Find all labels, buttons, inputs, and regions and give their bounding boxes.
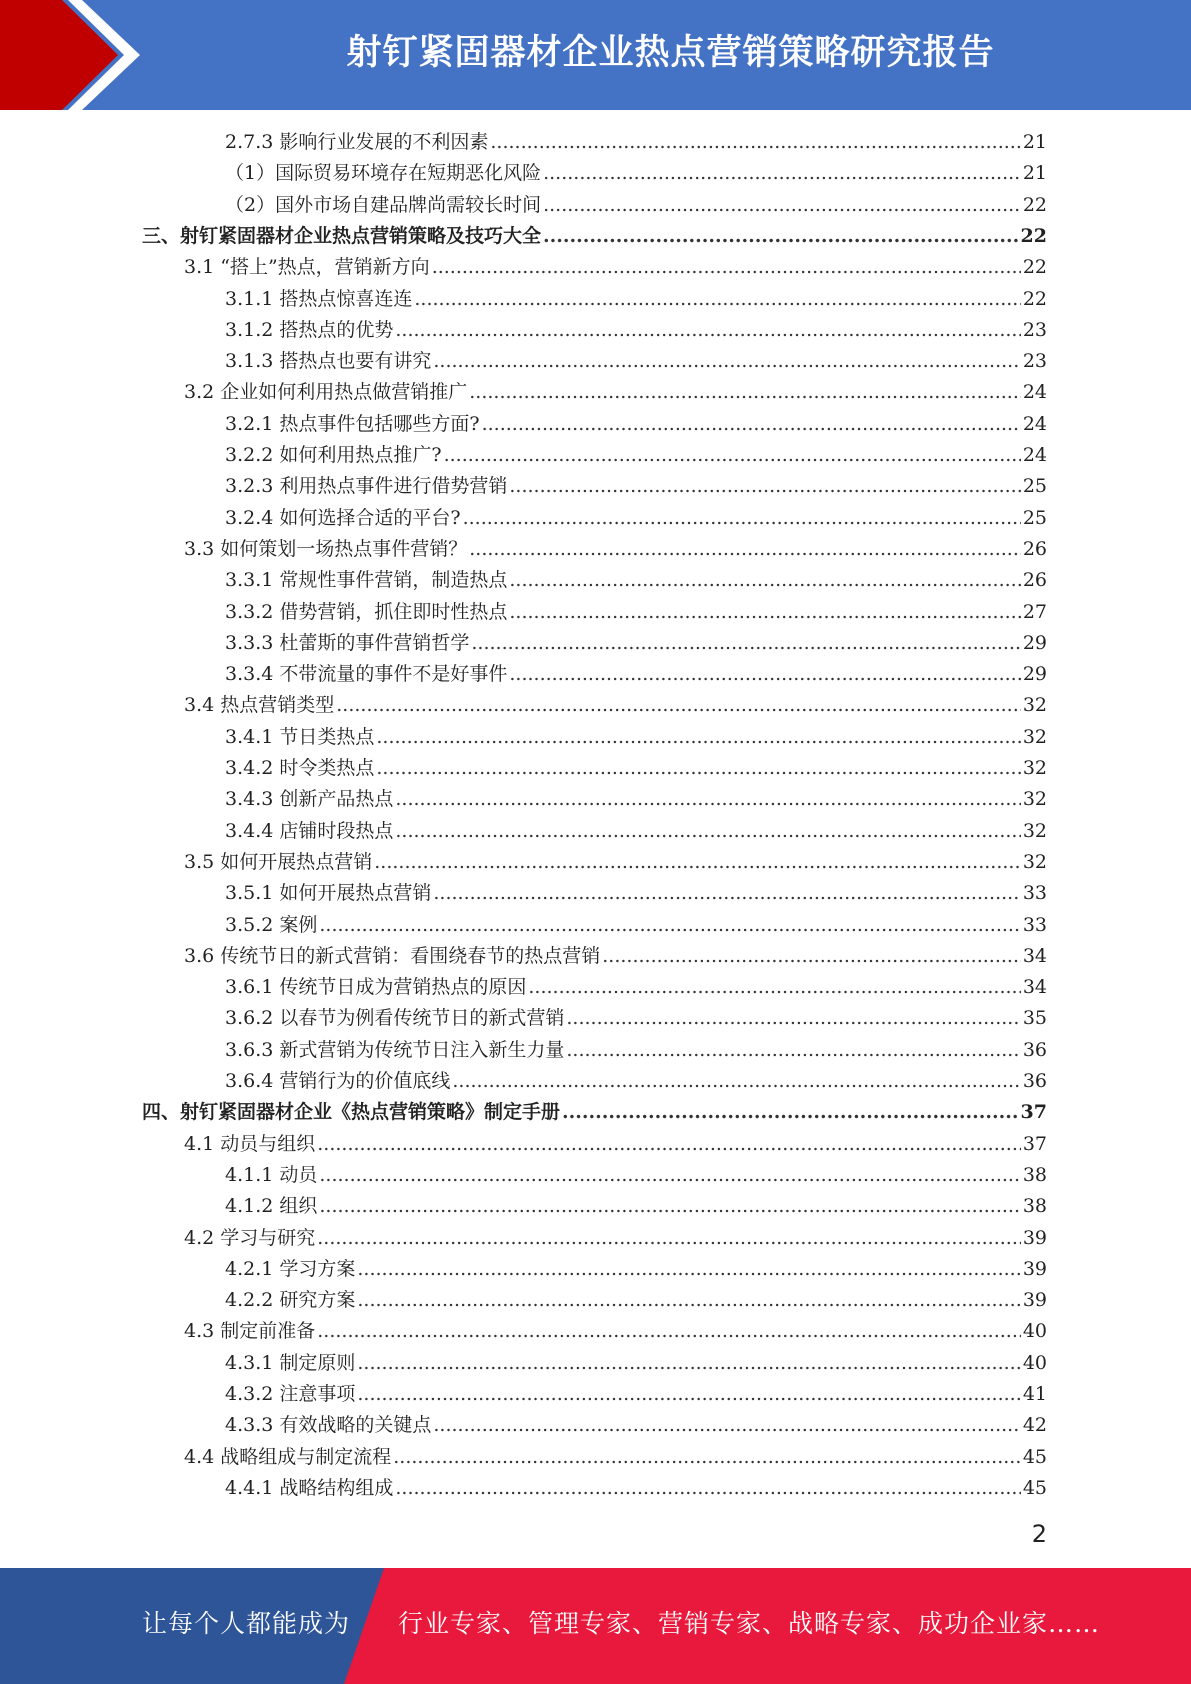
toc-entry[interactable] [184,377,1047,408]
toc-leader-dots [509,565,1020,596]
toc-leader-dots [528,972,1020,1003]
toc-entry[interactable] [184,847,1047,878]
toc-leader-dots [471,628,1020,659]
toc-entry-title: 3.6.4 营销行为的价值底线 [225,1070,451,1092]
toc-entry-title: 3.4.4 店铺时段热点 [225,819,394,842]
toc-entry-page: 21 [1022,131,1047,153]
toc-entry-title: 3.1.2 搭热点的优势 [225,318,394,341]
toc-entry-title: 3.3.4 不带流量的事件不是好事件 [225,663,508,686]
toc-entry-title: 3.6.1 传统节日成为营销热点的原因 [225,976,527,999]
toc-entry[interactable] [225,1379,1047,1410]
toc-leader-dots [357,1285,1020,1316]
toc-entry[interactable] [225,565,1047,596]
toc-leader-dots [433,346,1020,377]
toc-entry-page: 32 [1022,788,1047,811]
toc-entry-page: 39 [1022,1257,1047,1280]
toc-entry-page: 26 [1022,569,1047,592]
toc-entry[interactable] [225,471,1047,502]
toc-entry-title: 3.6 传统节日的新式营销：看围绕春节的热点营销 [184,944,601,967]
toc-entry[interactable] [225,1066,1047,1097]
toc-entry-title: 3.5 如何开展热点营销 [184,850,373,873]
toc-entry-title: 2.7.3 影响行业发展的不利因素 [225,131,489,153]
toc-entry[interactable] [225,1191,1047,1222]
toc-entry-title: 3.3.3 杜蕾斯的事件营销哲学 [225,631,470,654]
toc-entry-title: 4.2 学习与研究 [184,1226,316,1249]
toc-leader-dots [414,284,1020,315]
toc-entry-page: 38 [1022,1195,1047,1218]
toc-entry-title: 3.3 如何策划一场热点事件营销？ [184,537,468,560]
toc-leader-dots [317,1129,1021,1160]
toc-entry-page: 34 [1022,976,1047,999]
toc-leader-dots [433,878,1020,909]
toc-entry-title: 3.2 企业如何利用热点做营销推广 [184,381,468,404]
toc-leader-dots [376,753,1020,784]
toc-entry[interactable] [225,503,1047,534]
toc-entry-page: 25 [1022,506,1047,529]
toc-entry-page: 24 [1022,381,1047,404]
toc-leader-dots [393,1442,1021,1473]
toc-entry-page: 32 [1022,850,1047,873]
toc-entry[interactable] [225,158,1047,189]
toc-entry-page: 29 [1022,663,1047,686]
toc-entry-page: 38 [1022,1163,1047,1186]
toc-leader-dots [566,1035,1020,1066]
toc-entry[interactable] [225,628,1047,659]
toc-entry-page: 42 [1022,1414,1047,1437]
toc-entry-page: 32 [1022,694,1047,717]
toc-entry[interactable] [142,221,1047,252]
toc-entry-title: 3.3.1 常规性事件营销，制造热点 [225,569,508,592]
toc-entry-page: 23 [1022,318,1047,341]
toc-leader-dots [319,1160,1020,1191]
toc-leader-dots [469,534,1021,565]
toc-entry-page: 41 [1022,1383,1047,1405]
toc-entry[interactable] [184,1442,1047,1473]
toc-entry-page: 22 [1020,224,1047,247]
toc-entry-title: 4.2.1 学习方案 [225,1257,356,1280]
toc-entry[interactable] [225,753,1047,784]
toc-entry-page: 24 [1022,444,1047,466]
toc-entry-title: 3.2.2 如何利用热点推广? [225,444,442,466]
toc-entry-page: 24 [1022,412,1047,435]
toc-entry[interactable] [225,1254,1047,1285]
toc-entry[interactable] [184,690,1047,721]
toc-leader-dots [543,190,1021,221]
toc-leader-dots [452,1066,1020,1097]
toc-leader-dots [490,127,1020,158]
toc-entry-page: 32 [1022,725,1047,748]
toc-leader-dots [336,690,1021,721]
toc-entry-title: 3.1.3 搭热点也要有讲究 [225,350,432,373]
toc-leader-dots [357,1254,1020,1285]
toc-entry-title: 3.4.3 创新产品热点 [225,788,394,811]
toc-entry-title: 3.5.2 案例 [225,913,318,936]
toc-entry-page: 36 [1022,1070,1047,1092]
toc-entry[interactable] [184,252,1047,283]
toc-entry-title: 3.1.1 搭热点惊喜连连 [225,287,413,310]
toc-entry-title: 三、射钉紧固器材企业热点营销策略及技巧大全 [142,224,542,247]
toc-entry[interactable] [225,972,1047,1003]
toc-leader-dots [444,440,1021,471]
toc-entry-title: 3.4 热点营销类型 [184,694,335,717]
toc-entry[interactable] [225,440,1047,471]
toc-entry[interactable] [225,1473,1047,1504]
toc-entry-title: 3.1 “搭上”热点，营销新方向 [184,256,430,279]
header-arrow-decoration [0,0,160,110]
toc-entry[interactable] [225,784,1047,815]
toc-entry-page: 36 [1022,1038,1047,1061]
toc-entry-title: 3.3.2 借势营销，抓住即时性热点 [225,600,508,623]
toc-leader-dots [509,659,1020,690]
toc-entry-page: 29 [1022,631,1047,654]
toc-entry-page: 45 [1022,1476,1047,1499]
toc-entry-page: 33 [1022,882,1047,905]
toc-leader-dots [319,1191,1020,1222]
toc-entry-title: 3.6.2 以春节为例看传统节日的新式营销 [225,1007,565,1030]
toc-entry[interactable] [225,346,1047,377]
toc-entry[interactable] [225,816,1047,847]
toc-leader-dots [317,1223,1021,1254]
toc-leader-dots [482,409,1021,440]
toc-entry[interactable] [225,1160,1047,1191]
toc-entry-title: 3.2.1 热点事件包括哪些方面? [225,412,480,435]
toc-leader-dots [319,910,1020,941]
toc-entry[interactable] [225,315,1047,346]
toc-entry[interactable] [184,1129,1047,1160]
toc-entry-title: 3.4.2 时令类热点 [225,757,375,779]
toc-entry[interactable] [225,409,1047,440]
report-title: 射钉紧固器材企业热点营销策略研究报告 [346,33,995,73]
toc-entry-title: （1）国际贸易环境存在短期恶化风险 [225,162,542,185]
toc-entry-title: 4.3.2 注意事项 [225,1383,356,1405]
toc-leader-dots [509,471,1020,502]
toc-entry-title: 4.3.1 制定原则 [225,1351,356,1374]
toc-entry-title: 3.2.3 利用热点事件进行借势营销 [225,475,508,498]
toc-entry-page: 27 [1022,600,1047,623]
toc-entry-page: 23 [1022,350,1047,373]
toc-leader-dots [543,221,1019,252]
toc-leader-dots [395,784,1020,815]
toc-entry-title: 4.1 动员与组织 [184,1132,316,1155]
toc-entry[interactable] [225,910,1047,941]
toc-entry-title: 3.6.3 新式营销为传统节日注入新生力量 [225,1038,565,1061]
toc-entry[interactable] [184,941,1047,972]
toc-entry-title: 4.4 战略组成与制定流程 [184,1445,392,1468]
toc-leader-dots [432,252,1021,283]
toc-entry-page: 37 [1020,1101,1047,1124]
toc-entry-page: 26 [1022,537,1047,560]
toc-entry-page: 45 [1022,1445,1047,1468]
toc-leader-dots [469,377,1021,408]
toc-leader-dots [376,722,1020,753]
toc-entry-title: 4.1.2 组织 [225,1195,318,1218]
toc-entry-page: 39 [1022,1289,1047,1312]
toc-entry-title: 4.2.2 研究方案 [225,1289,356,1312]
toc-entry[interactable] [184,534,1047,565]
toc-entry-title: （2）国外市场自建品牌尚需较长时间 [225,193,542,216]
toc-entry-title: 3.2.4 如何选择合适的平台? [225,506,461,529]
toc-entry[interactable] [225,1410,1047,1441]
toc-entry-page: 25 [1022,475,1047,498]
toc-leader-dots [562,1097,1019,1128]
toc-leader-dots [509,597,1020,628]
toc-entry[interactable] [225,1285,1047,1316]
toc-entry-title: 4.4.1 战略结构组成 [225,1476,394,1499]
toc-leader-dots [357,1348,1020,1379]
toc-entry-page: 33 [1022,913,1047,936]
toc-leader-dots [357,1379,1020,1410]
toc-entry[interactable] [225,597,1047,628]
toc-leader-dots [433,1410,1020,1441]
toc-leader-dots [566,1003,1020,1034]
toc-entry-title: 四、射钉紧固器材企业《热点营销策略》制定手册 [142,1101,561,1124]
toc-leader-dots [602,941,1021,972]
toc-entry-title: 3.5.1 如何开展热点营销 [225,882,432,905]
toc-entry[interactable] [225,1035,1047,1066]
toc-entry-page: 32 [1022,757,1047,779]
page-header [0,0,1191,110]
toc-entry-page: 22 [1022,256,1047,279]
footer-slogan-right: 行业专家、管理专家、营销专家、战略专家、成功企业家…… [398,1609,1101,1638]
toc-entry[interactable] [142,1097,1047,1128]
toc-entry[interactable] [225,284,1047,315]
toc-entry[interactable] [225,1348,1047,1379]
toc-entry-page: 32 [1022,819,1047,842]
toc-entry-page: 22 [1022,193,1047,216]
toc-entry-page: 21 [1022,162,1047,185]
toc-entry[interactable] [225,659,1047,690]
toc-entry[interactable] [225,878,1047,909]
page-footer [0,1568,1191,1684]
toc-entry-page: 34 [1022,944,1047,967]
toc-entry-page: 40 [1022,1320,1047,1343]
toc-leader-dots [395,816,1020,847]
toc-entry-page: 39 [1022,1226,1047,1249]
toc-entry[interactable] [225,722,1047,753]
toc-entry[interactable] [184,1316,1047,1347]
toc-entry-page: 35 [1022,1007,1047,1030]
toc-leader-dots [395,315,1020,346]
toc-leader-dots [395,1473,1020,1504]
footer-slogan-left: 让每个人都能成为 [142,1609,351,1638]
toc-entry-title: 4.1.1 动员 [225,1163,318,1186]
toc-entry[interactable] [225,1003,1047,1034]
page-number: 2 [1031,1520,1047,1548]
toc-entry-page: 37 [1022,1132,1047,1155]
toc-leader-dots [317,1316,1021,1347]
toc-entry-page: 22 [1022,287,1047,310]
toc-entry[interactable] [225,190,1047,221]
toc-entry-title: 4.3.3 有效战略的关键点 [225,1414,432,1437]
toc-entry-page: 40 [1022,1351,1047,1374]
toc-entry-title: 4.3 制定前准备 [184,1320,316,1343]
toc-entry[interactable] [184,1223,1047,1254]
toc-entry[interactable] [225,127,1047,158]
toc-leader-dots [543,158,1021,189]
toc-leader-dots [463,503,1021,534]
toc-entry-title: 3.4.1 节日类热点 [225,725,375,748]
toc-leader-dots [374,847,1021,878]
